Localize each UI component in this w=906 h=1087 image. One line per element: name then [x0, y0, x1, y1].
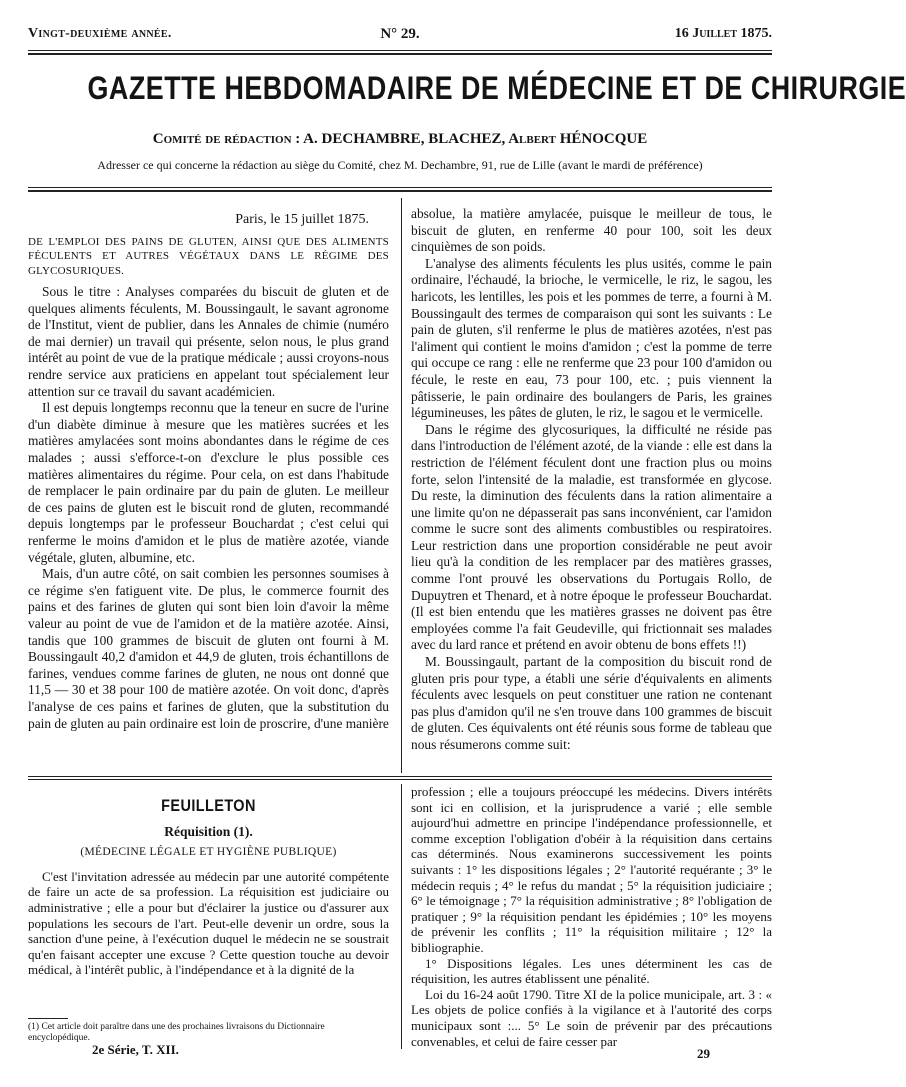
year-label: Vingt-deuxième année. [28, 26, 172, 41]
footnote-text: (1) Cet article doit paraître dans une des prochaines livraisons du Dictionnaire encyclopédique. [28, 1022, 325, 1043]
article-paragraph: absolue, la matière amylacée, puisque le meilleur de tous, le biscuit de gluten, en renferme 40 pour 100, soit les deux cinquièmes de son poids. [411, 206, 772, 255]
feuilleton-paragraph: profession ; elle a toujours préoccupé les médecins. Divers intérêts sont ici en collision, et la jurisprudence a varié ; elle semble aujourd'hui admettre en principe l'indépendance professionnelle, et comme exception l'obligation d'obéir à la réquisition dans certains cas déterminés. Nous examinerons successivement les points suivants : 1° les dispositions légales ; 2° l'autorité requérante ; 3° le médecin requis ; 4° le refus du mandat ; 5° la réquisition judiciaire ; 6° le témoignage ; 7° la réquisition administrative ; 8° l'obligation de pratiquer ; 9° la réquisition pendant les épidémies ; 10° les moyens de prévenir les conflits ; 11° la réquisition militaire ; 12° la bibliographie. [411, 784, 772, 955]
editorial-address: Adresser ce qui concerne la rédaction au siège du Comité, chez M. Dechambre, 91, rue de Lille (avant le mardi de préférence) [97, 158, 703, 172]
article-paragraph: Dans le régime des glycosuriques, la difficulté ne réside pas dans l'introduction de l'élément azoté, de la viande : elle est dans la restriction de l'élément féculent dont une fraction plus ou moins forte, selon l'intensité de la maladie, est transformée en glycose. Du reste, la diminution des féculents dans la ration alimentaire a une limite qu'on ne dépasserait pas sans inconvénient, car l'amidon comme le sucre sont des aliments combustibles ou respiratoires. Leur restriction dans une proportion considérable ne peut avoir lieu qu'à la condition de les remplacer par des matières grasses, comme l'ont prouvé les observations du Portugais Rollo, de Dupuytren et Thenard, et à notre époque le professeur Bouchardat. (Il est bien entendu que les matières grasses ne doivent pas être employées comme l'a fait Geudeville, qui frictionnait ses malades avec du lard rance et prétend en avoir obtenu de bons effets !!) [411, 421, 772, 653]
feuilleton-column-2 [411, 784, 772, 1049]
feuilleton-paragraph: Loi du 16-24 août 1790. Titre XI de la police municipale, art. 3 : « Les objets de police confiés à la vigilance et à l'autorité des corps municipaux sont :... 5° Le soin de prévenir par des précautions convenables, et celui de faire cesser par [411, 986, 772, 1049]
feuilleton-title: FEUILLETON [161, 796, 256, 815]
article-paragraph: Il est depuis longtemps reconnu que la teneur en sucre de l'urine d'un diabète diminue à mesure que les matières sucrées et les matières amylacées sont moins abondantes dans le régime de ces malades ; aussi s'efforce-t-on d'exclure le plus possible ces matières alimentaires du régime. Pour cela, on est dans l'habitude de remplacer le pain ordinaire par du pain de gluten. Le meilleur de ces pains de gluten est le biscuit rond de gluten, recommandé depuis longtemps par le professeur Bouchardat ; c'est celui qui renferme le moins d'amidon et le plus de matière azotée, viande végétale, gluten, albumine, etc. [28, 400, 389, 565]
footnote-rule [28, 1018, 68, 1019]
masthead-rule [28, 187, 772, 188]
series-label: 2e Série, T. XII. [92, 1042, 179, 1057]
feuilleton-paragraph: 1° Dispositions légales. Les unes déterminent les cas de réquisition, les autres établissent une pénalité. [411, 955, 772, 987]
feuilleton-subtitle: Réquisition (1). [164, 823, 253, 839]
page-number: 29 [697, 1046, 710, 1061]
column-divider [401, 198, 402, 773]
article-paragraph: Sous le titre : Analyses comparées du biscuit de gluten et de quelques aliments féculents, M. Boussingault, le savant agronome de l'Institut, vient de publier, dans les Annales de chimie (numéro de mai dernier) un travail qui présente, selon nous, le plus grand intérêt au point de vue de la pratique médicale ; aussi croyons-nous rendre service aux praticiens en appelant tout spécialement leur attention sur ce travail du savant académicien. [28, 284, 389, 399]
article-paragraph: L'analyse des aliments féculents les plus usités, comme le pain ordinaire, l'échaudé, la brioche, le vermicelle, le riz, le sagou, les haricots, les lentilles, les pois et les pommes de terre, a fourni à M. Boussingault des termes de comparaison qui sont les suivants : Le pain de gluten, s'il renferme le plus de matières azotées, n'est pas l'aliment qui contient le moins d'amidon ; c'est la pomme de terre qui occupe ce rang : elle ne renferme que 23 pour 100 d'amidon ou fécule, le reste en eau, 73 pour 100, etc. ; puis viennent la pâtisserie, le pain ordinaire des boulangers de Paris, les graines légumineuses, les pâtes de gluten, le riz, le sagou et le vermicelle. [411, 255, 772, 421]
dateline: Paris, le 15 juillet 1875. [235, 212, 369, 227]
footnote [28, 1018, 388, 1044]
issue-date: 16 Juillet 1875. [674, 26, 772, 41]
issue-number: N° 29. [380, 26, 420, 42]
feuilleton-column-1 [28, 790, 389, 978]
article-column-2 [411, 206, 772, 754]
header-line [28, 26, 772, 46]
feuilleton-rule-2 [28, 779, 772, 780]
feuilleton-paragraph: C'est l'invitation adressée au médecin par une autorité compétente de faire un acte de sa profession. La réquisition est judiciaire ou administrative ; elle a pour but d'éclairer la justice ou d'assurer aux populations les secours de l'art. Peut-elle devenir un ordre, sous la sanction d'une peine, à l'exécution duquel le médecin ne se soustrait qu'en faisant accepter une excuse ? Cette question touche au devoir médical, à l'intérêt public, à l'indépendance et à la dignité de la [28, 868, 389, 978]
article-column-1 [28, 212, 389, 732]
article-paragraph: M. Boussingault, partant de la composition du biscuit rond de gluten pris pour type, a établi une série d'équivalents en aliments féculents avec lesquels on peut constituer une ration ne contenant pas plus d'amidon qu'il ne s'en trouve dans 100 grammes de biscuit de gluten. Ces équivalents ont été réunis sous forme de tableau que nous résumerons comme suit: [411, 654, 772, 752]
masthead-title: GAZETTE HEBDOMADAIRE DE MÉDECINE ET DE CHIRURGIE [87, 70, 906, 106]
header-rule-thick [28, 53, 772, 55]
article-heading: DE L'EMPLOI DES PAINS DE GLUTEN, AINSI QUE DES ALIMENTS FÉCULENTS ET AUTRES VÉGÉTAUX DANS LE RÉGIME DES GLYCOSURIQUES. [28, 235, 389, 277]
article-paragraph: Mais, d'un autre côté, on sait combien les personnes soumises à ce régime s'en fatiguent vite. De plus, le commerce fournit des pains et des farines de gluten qui sont bien loin d'avoir la même valeur au point de vue de l'amidon et de la matière azotée. Ainsi, tandis que 100 grammes de biscuit de gluten ont fourni à M. Boussingault 40,2 d'amidon et 44,9 de gluten, trois échantillons de farines, vendues comme farines de gluten, ne nous ont donné que 11,5 — 30 et 38 pour 100 de matière azotée. On voit donc, d'après l'analyse de ces pains et farines de gluten, que la substitution du pain de gluten au pain ordinaire est loin de proscrire, d'une manière [28, 566, 389, 731]
masthead-rule-thick [28, 190, 772, 192]
feuilleton-divider [401, 784, 402, 1049]
feuilleton-tag: (MÉDECINE LÉGALE ET HYGIÈNE PUBLIQUE) [80, 846, 337, 859]
feuilleton-rule [28, 776, 772, 777]
editorial-committee: Comité de rédaction : A. DECHAMBRE, BLACHEZ, Albert HÉNOCQUE [152, 131, 648, 147]
header-rule [28, 50, 772, 51]
